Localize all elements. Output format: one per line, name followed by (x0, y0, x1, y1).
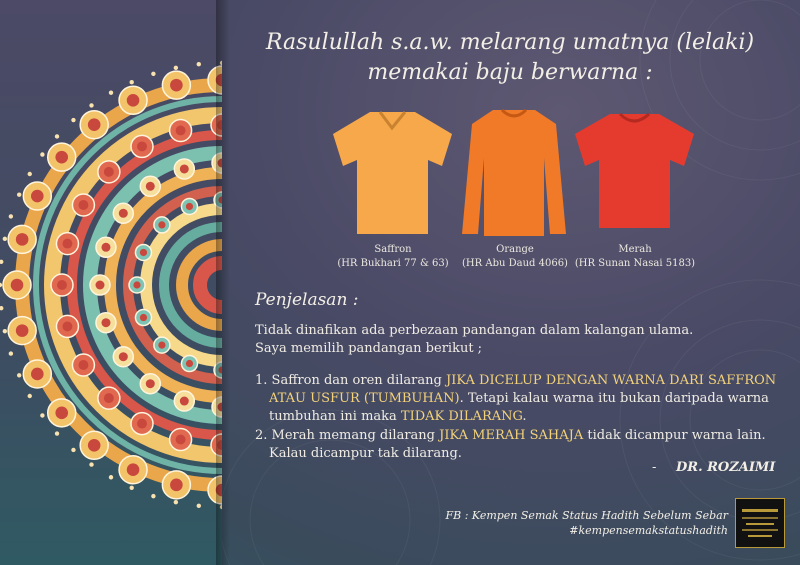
page-title (250, 28, 770, 88)
point-1-highlight-3: TIDAK DILARANG (400, 409, 523, 424)
caption-merah-name: Merah (618, 244, 652, 255)
point-1-text-4: . (522, 409, 527, 424)
footer-fb: FB : Kempen Semak Status Hadith Sebelum Sebar (445, 509, 728, 522)
intro-line-1: Tidak dinafikan ada perbezaan pandangan dalam kalangan ulama. (255, 323, 694, 338)
point-1-text-2: . Tetapi kalau warna itu bukan daripada warna (459, 391, 769, 406)
red-shirt-icon (572, 110, 697, 232)
point-2-text: 2. Merah memang dilarang (255, 428, 440, 443)
point-1 (255, 372, 776, 426)
point-2-text-2: tidak dicampur warna lain. (583, 428, 766, 443)
caption-saffron-source: (HR Bukhari 77 & 63) (337, 258, 449, 269)
caption-orange-name: Orange (496, 244, 534, 255)
author-dash: - (652, 460, 657, 475)
caption-merah (555, 243, 715, 271)
kempen-logo-icon (735, 498, 785, 548)
caption-saffron-name: Saffron (374, 244, 412, 255)
footer-hashtag: #kempensemakstatushadith (569, 524, 728, 537)
intro-line-2: Saya memilih pandangan berikut ; (255, 341, 483, 356)
point-2-highlight: JIKA MERAH SAHAJA (439, 428, 584, 443)
point-1-text: 1. Saffron dan oren dilarang (255, 373, 446, 388)
point-2 (255, 427, 766, 463)
panel-shadow (216, 0, 230, 565)
title-line-2: memakai baju berwarna : (367, 60, 653, 85)
caption-merah-source: (HR Sunan Nasai 5183) (574, 258, 696, 269)
caption-orange-source: (HR Abu Daud 4066) (462, 258, 568, 269)
mandala-ornament (0, 0, 222, 565)
orange-shirt-icon (458, 106, 570, 240)
point-2-text-3: Kalau dicampur tak dilarang. (269, 446, 462, 461)
saffron-shirt-icon (330, 108, 455, 238)
explanation-intro (255, 322, 693, 358)
explanation-heading: Penjelasan : (255, 290, 359, 310)
point-1-highlight-2: ATAU USFUR (TUMBUHAN) (269, 391, 460, 406)
footer-credit (440, 508, 728, 538)
title-line-1: Rasulullah s.a.w. melarang umatnya (lelaki) (265, 30, 755, 55)
author-name: DR. ROZAIMI (676, 460, 776, 475)
point-1-highlight: JIKA DICELUP DENGAN WARNA DARI SAFFRON (445, 373, 777, 388)
point-1-text-3: tumbuhan ini maka (269, 409, 401, 424)
